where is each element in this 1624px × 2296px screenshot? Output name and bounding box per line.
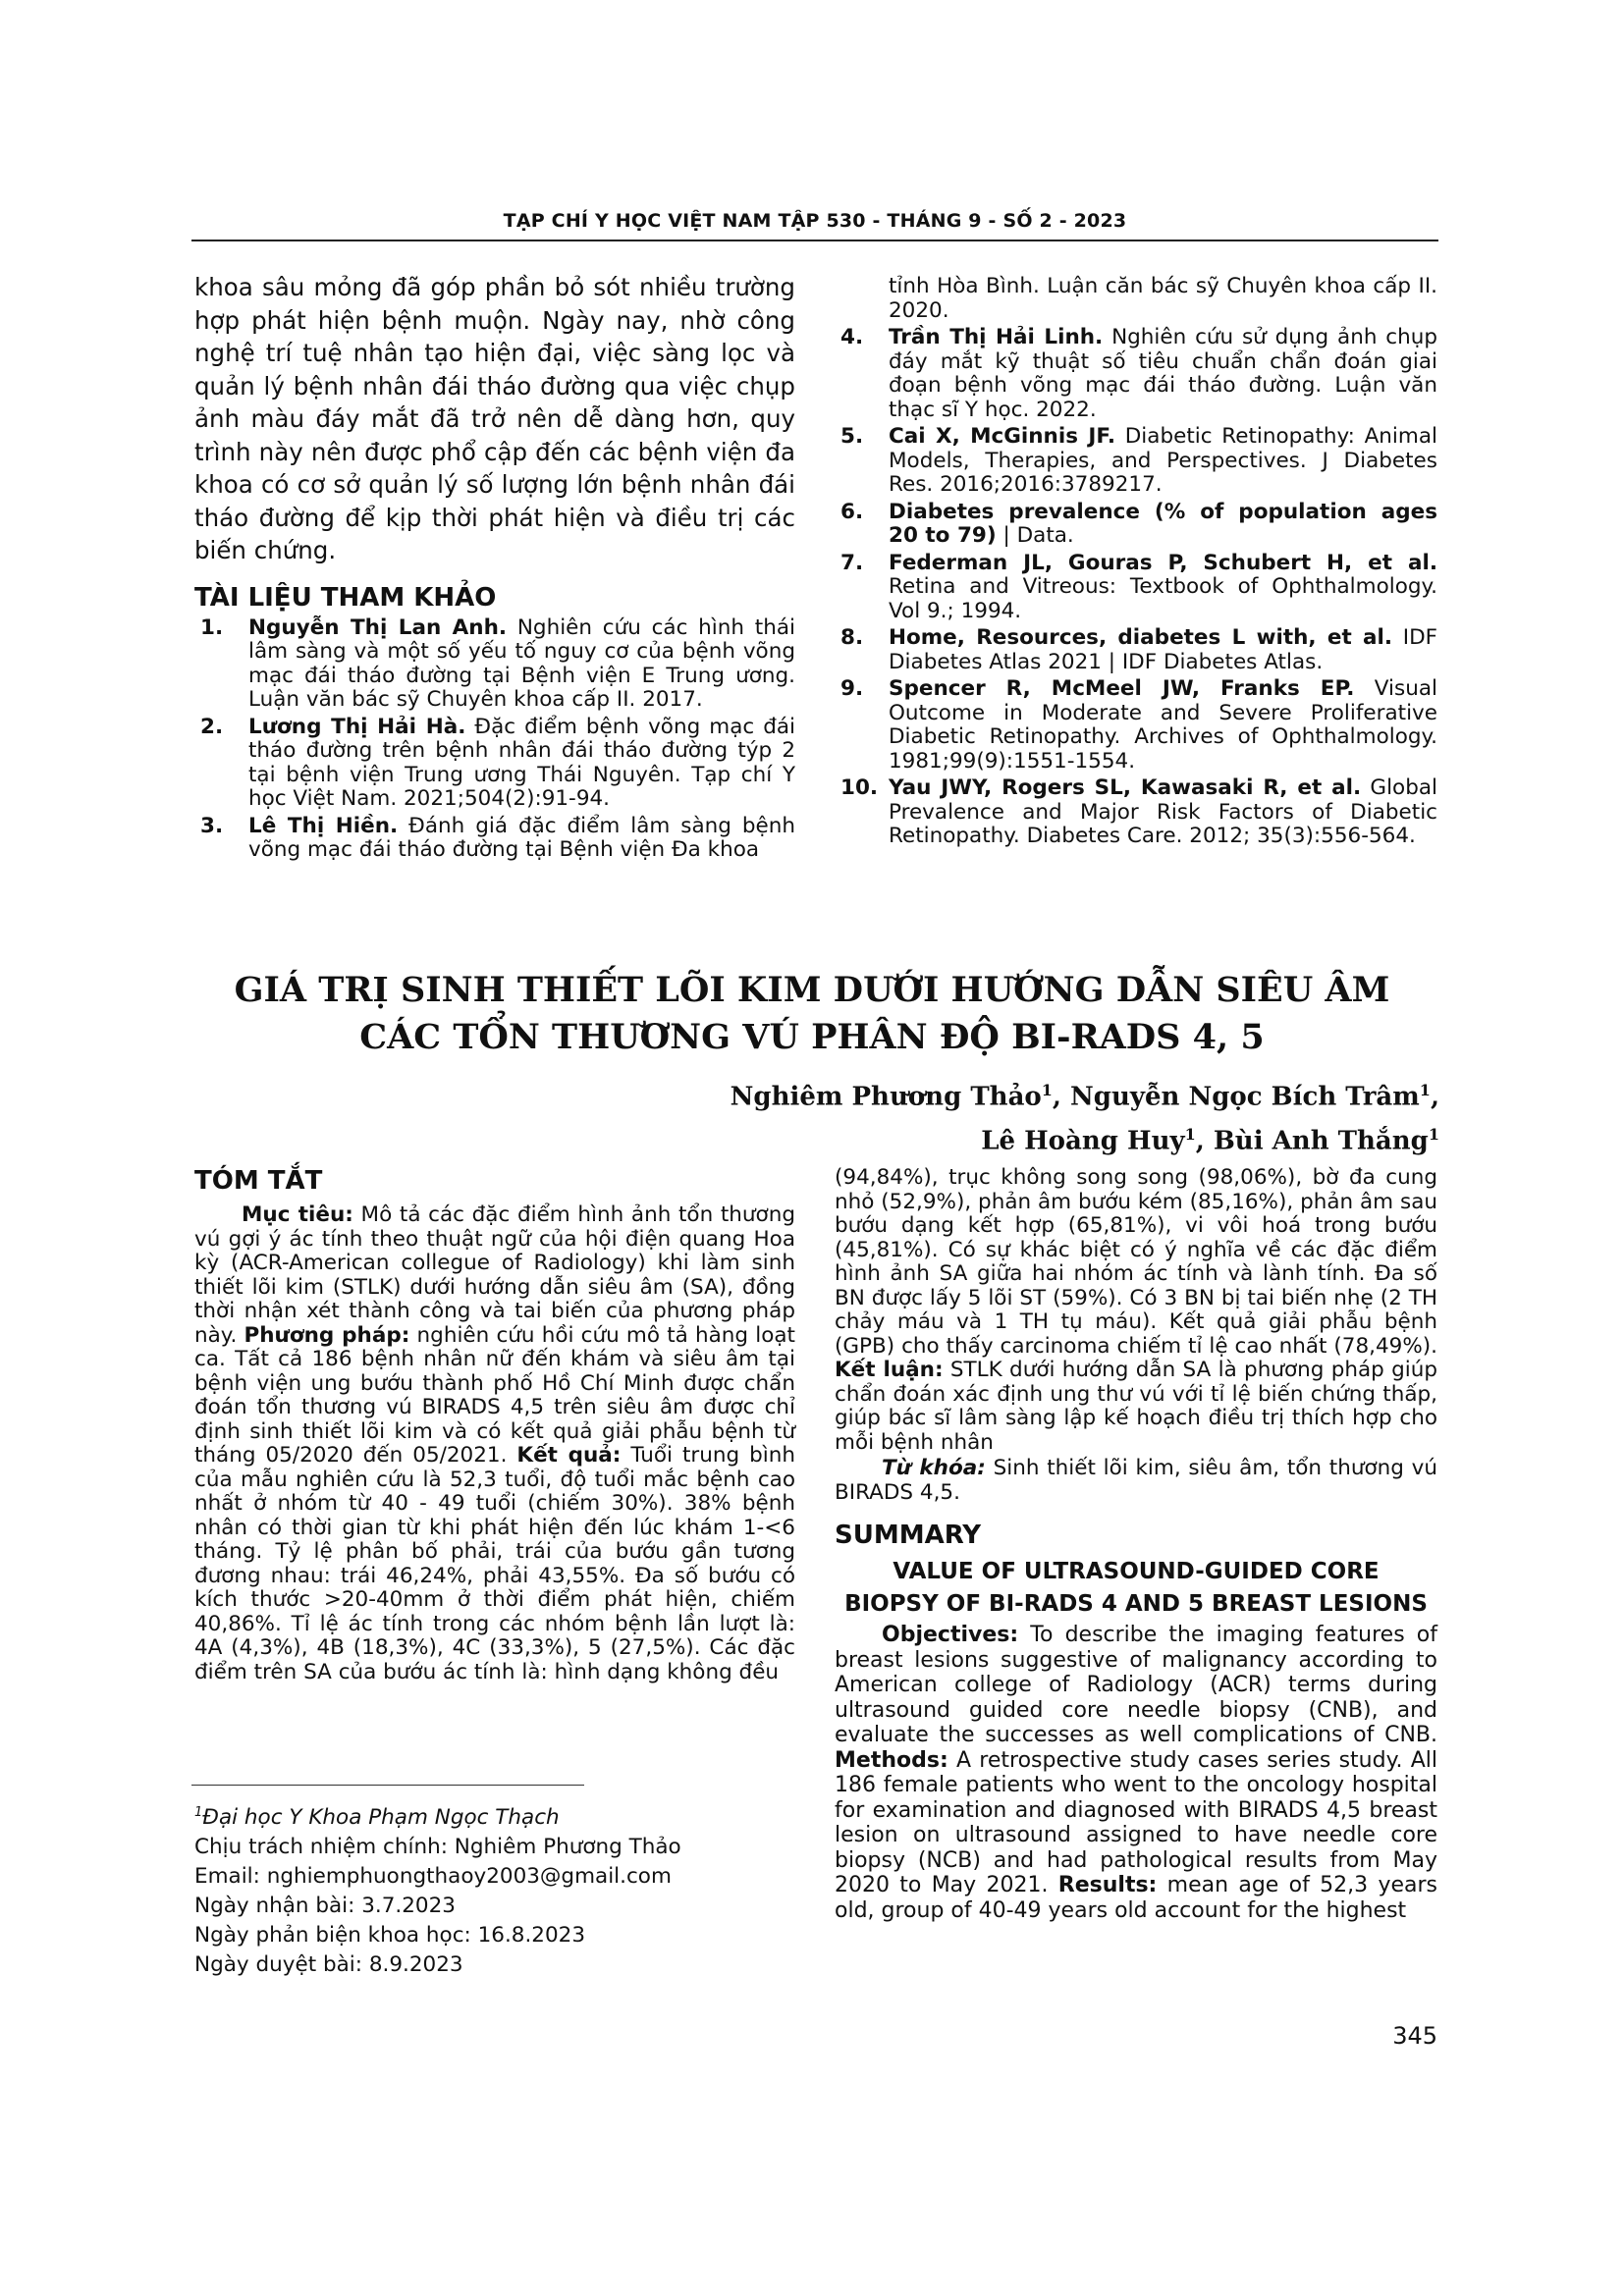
en-objectives-text: To describe the imaging features of breast lesions suggestive of malignancy according to American college of Radiology (ACR) terms during ultrasound guided core needle biopsy (CNB), and evaluate the successes as well complications of CNB. [835,1623,1437,1747]
footnote [194,1798,681,1980]
results-continuation-text: (94,84%), trục không song song (98,06%), bờ đa cung nhỏ (52,9%), phản âm bướu kém (85,16%), phản âm sau bướu dạng kết hợp (65,81%), vi vôi hoá trong bướu (45,81%). Có sự khác biệt có ý nghĩa về các đặc điểm hình ảnh SA giữa hai nhóm ác tính và lành tính. Đa số BN được lấy 5 lõi ST (59%). Có 3 BN bị tai biến nhẹ (2 TH chảy máu và 1 TH tụ máu). Kết quả giải phẫu bệnh (GPB) cho thấy carcinoma chiếm tỉ lệ cao nhất (78,49%). [835,1165,1437,1359]
author-name: Bùi Anh Thắng [1213,1126,1429,1156]
english-title-line-2: BIOPSY OF BI-RADS 4 AND 5 BREAST LESIONS [844,1591,1428,1617]
reference-author: Yau JWY, Rogers SL, Kawasaki R, et al. [889,775,1362,800]
author-line-1 [731,1072,1439,1116]
author-affiliation-mark: 1 [1428,1124,1439,1144]
methods-label: Phương pháp: [244,1322,410,1348]
article-title [147,967,1477,1061]
en-objectives-label: Objectives: [882,1623,1019,1647]
reference-number: 7. [840,550,864,575]
reference-number: 10. [840,775,879,800]
references-list-left [194,616,795,863]
summary-vi-heading: TÓM TẮT [194,1166,323,1196]
author-name: Nguyễn Ngọc Bích Trâm [1070,1082,1420,1112]
reference-text: | Data. [996,523,1074,548]
author-separator: , [1052,1082,1071,1112]
reference-item [194,716,795,812]
header-rule [191,240,1438,241]
reference-number: 8. [840,625,864,650]
reference-number: 9. [840,676,864,701]
footnote-affiliation [194,1798,681,1833]
reference-number: 3. [200,813,224,838]
methods-text: nghiên cứu hồi cứu mô tả hàng loạt ca. Tất cả 186 bệnh nhân nữ đến khám và siêu âm tại bệnh viện ung bướu thành phố Hồ Chí Minh được chẩn đoán tổn thương vú BIRADS 4,5 trên siêu âm được chỉ định sinh thiết lõi kim và có kết quả giải phẫu bệnh từ tháng 05/2020 đến 05/2021. [194,1322,795,1468]
footnote-email: Email: nghiemphuongthaoy2003@gmail.com [194,1864,672,1890]
reference-item [835,776,1437,849]
article-title-line-1: GIÁ TRỊ SINH THIẾT LÕI KIM DƯỚI HƯỚNG DẪN SIÊU ÂM [234,970,1390,1010]
reference-text: Visual Outcome in Moderate and Severe Proliferative Diabetic Retinopathy. Archives of Ophthalmology. 1981;99(9):1551-1554. [889,676,1437,774]
keywords-label: Từ khóa: [882,1456,986,1480]
abstract-right-column [835,1166,1437,1923]
results-text: Tuổi trung bình của mẫu nghiên cứu là 52,3 tuổi, độ tuổi mắc bệnh cao nhất ở nhóm từ 40 - 49 tuổi (chiếm 30%). 38% bệnh nhân có thời gian từ khi phát hiện đến lúc khám 1-<6 tháng. Tỷ lệ phân bố phải, trái của bướu gần tương đương nhau: trái 46,24%, phải 43,55%. Đa số bướu có kích thước >20-40mm ở thời điểm phát hiện, chiếm 40,86%. Tỉ lệ ác tính trong các nhóm bệnh lần lượt là: 4A (4,3%), 4B (18,3%), 4C (33,3%), 5 (27,5%). Các đặc điểm trên SA của bướu ác tính là: hình dạng không đều [194,1443,796,1684]
keywords-paragraph [835,1457,1437,1505]
footnote-reviewed: Ngày phản biện khoa học: 16.8.2023 [194,1923,586,1949]
footnote-rule [191,1785,584,1786]
reference-author: Trần Thị Hải Linh. [889,325,1104,349]
english-title-line-1: VALUE OF ULTRASOUND-GUIDED CORE [893,1559,1380,1584]
author-separator: , [1430,1082,1439,1112]
en-results-text: mean age of 52,3 years old, group of 40-49 years old account for the highest [835,1873,1438,1923]
reference-author: Spencer R, McMeel JW, Franks EP. [889,676,1355,701]
abstract-vi-continuation [835,1166,1437,1455]
reference-text: Global Prevalence and Major Risk Factors of Diabetic Retinopathy. Diabetes Care. 2012; 35(3):556-564. [889,775,1437,848]
references-list-right [835,326,1437,849]
reference-text: Retina and Vitreous: Textbook of Ophthalmology. Vol 9.; 1994. [889,574,1437,623]
footnote-responsible: Chịu trách nhiệm chính: Nghiêm Phương Thảo [194,1835,681,1860]
conclusion-text: STLK dưới hướng dẫn SA là phương pháp giúp chẩn đoán xác định ung thư vú với tỉ lệ biến chứng thấp, giúp bác sĩ lâm sàng lập kế hoạch điều trị thích hợp cho mỗi bệnh nhân [835,1358,1438,1455]
reference-number: 5. [840,424,864,449]
reference-author: Lê Thị Hiền. [248,813,399,838]
reference-author: Nguyễn Thị Lan Anh. [248,614,508,640]
author-separator: , [1195,1126,1214,1156]
keywords-text: Sinh thiết lõi kim, siêu âm, tổn thương vú BIRADS 4,5. [835,1456,1437,1505]
reference-text: Diabetic Retinopathy: Animal Models, Therapies, and Perspectives. J Diabetes Res. 2016;2016:3789217. [889,424,1437,497]
reference-item [835,425,1437,498]
reference-text: Đánh giá đặc điểm lâm sàng bệnh võng mạc đái tháo đường tại Bệnh viện Đa khoa [248,813,796,862]
author-name: Nghiêm Phương Thảo [730,1082,1042,1112]
references-heading: TÀI LIỆU THAM KHẢO [194,582,497,613]
results-label: Kết quả: [516,1443,622,1468]
reference-item [835,677,1437,774]
objectives-text: Mô tả các đặc điểm hình ảnh tổn thương vú gợi ý ác tính theo thuật ngữ của hội điện quang Hoa kỳ (ACR-American collegue of Radiology) khi làm sinh thiết lõi kim (STLK) dưới hướng dẫn siêu âm (SA), đồng thời nhận xét thành công và tai biến của phương pháp này. [194,1202,795,1348]
english-title [835,1556,1437,1621]
reference-number: 2. [200,714,224,739]
author-affiliation-mark: 1 [1184,1124,1196,1144]
article-authors [731,1072,1439,1159]
reference-continuation [835,275,1437,323]
journal-header: TẠP CHÍ Y HỌC VIỆT NAM TẬP 530 - THÁNG 9 - SỐ 2 - 2023 [503,210,1127,232]
article-title-line-2: CÁC TỔN THƯƠNG VÚ PHÂN ĐỘ BI-RADS 4, 5 [359,1017,1265,1057]
reference-author: Lương Thị Hải Hà. [248,714,466,739]
affiliation-text: Đại học Y Khoa Phạm Ngọc Thạch [202,1805,560,1831]
affiliation-mark: 1 [194,1805,203,1820]
author-name: Lê Hoàng Huy [981,1126,1185,1156]
reference-item [835,501,1437,549]
reference-item [835,326,1437,422]
reference-text: Nghiên cứu các hình thái lâm sàng và một số yếu tố nguy cơ của bệnh võng mạc đái tháo đường tại Bệnh viện E Trung ương. Luận văn bác sỹ Chuyên khoa cấp II. 2017. [248,614,795,712]
reference-author: Cai X, McGinnis JF. [889,424,1116,449]
objectives-label: Mục tiêu: [242,1202,353,1227]
footnote-received: Ngày nhận bài: 3.7.2023 [194,1894,456,1919]
reference-number: 4. [840,325,864,349]
reference-number: 1. [200,614,224,640]
reference-text: Nghiên cứu sử dụng ảnh chụp đáy mắt kỹ thuật số tiêu chuẩn chẩn đoán giai đoạn bệnh võng mạc đái tháo đường. Luận văn thạc sĩ Y học. 2022. [889,325,1437,422]
prev-article-paragraph: khoa sâu mỏng đã góp phần bỏ sót nhiều trường hợp phát hiện bệnh muộn. Ngày nay, nhờ công nghệ trí tuệ nhân tạo hiện đại, việc sàng lọc và quản lý bệnh nhân đái tháo đường qua việc chụp ảnh màu đáy mắt đã trở nên dễ dàng hơn, quy trình này nên được phổ cập đến các bệnh viện đa khoa có cơ sở quản lý số lượng lớn bệnh nhân đái tháo đường để kịp thời phát hiện và điều trị các biến chứng. [194,273,795,564]
reference-item [194,616,795,713]
en-methods-text: A retrospective study cases series study. All 186 female patients who went to the oncology hospital for examination and diagnosed with BIRADS 4,5 breast lesion on ultrasound assigned to have needle core biopsy (NCB) and had pathological results from May 2020 to May 2021. [835,1747,1437,1897]
reference-item [835,552,1437,624]
prev-article-right-column [835,275,1437,852]
en-methods-label: Methods: [835,1747,948,1773]
abstract-en-paragraph [835,1623,1437,1923]
reference-continuation-text: tỉnh Hòa Bình. Luận căn bác sỹ Chuyên khoa cấp II. 2020. [889,274,1437,323]
conclusion-label: Kết luận: [835,1358,944,1382]
abstract-left-column [194,1166,795,1684]
prev-article-left-column [194,271,795,866]
page-number: 345 [1392,2022,1437,2050]
reference-author: Home, Resources, diabetes L with, et al. [889,625,1393,650]
reference-text: Đặc điểm bệnh võng mạc đái tháo đường trên bệnh nhân đái tháo đường týp 2 tại bệnh viện Trung ương Thái Nguyên. Tạp chí Y học Việt Nam. 2021;504(2):91-94. [248,714,796,811]
reference-item [835,626,1437,674]
en-results-label: Results: [1057,1873,1158,1897]
author-line-2 [731,1116,1439,1160]
author-affiliation-mark: 1 [1419,1081,1431,1099]
footnote-accepted: Ngày duyệt bài: 8.9.2023 [194,1952,463,1978]
reference-number: 6. [840,499,864,524]
reference-author: Federman JL, Gouras P, Schubert H, et al. [889,550,1437,575]
author-affiliation-mark: 1 [1041,1081,1053,1099]
reference-author: Diabetes prevalence (% of population ages 20 to 79) [889,499,1437,548]
abstract-vi-paragraph [194,1203,795,1684]
summary-en-heading: SUMMARY [835,1521,982,1550]
reference-item [194,815,795,863]
reference-text: IDF Diabetes Atlas 2021 | IDF Diabetes Atlas. [889,625,1438,674]
